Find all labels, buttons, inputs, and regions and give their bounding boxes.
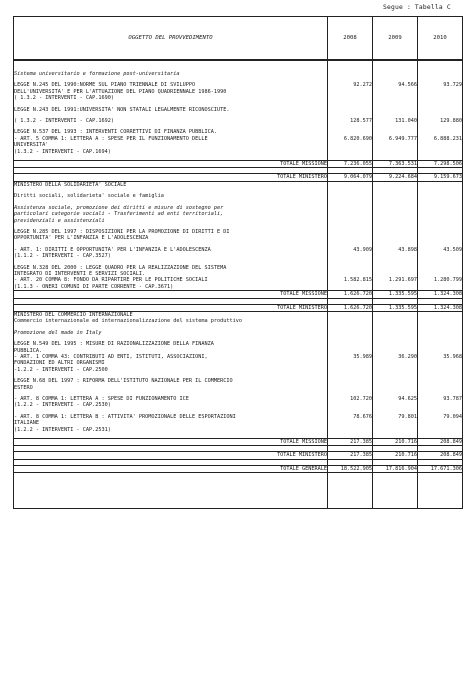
value-2009: 79.801 xyxy=(373,414,418,433)
column-header-2010: 2010 xyxy=(418,17,463,61)
total-ministry-row xyxy=(14,174,463,181)
law-68-article-a: - ART. 8 COMMA 1: LETTERA A : SPESE DI FUNZIONAMENTO ICE (1.2.2 - INTERVENTI - CAP.2530) xyxy=(14,396,328,409)
total-ministry-row xyxy=(14,304,463,311)
total-ministry-label: TOTALE MINISTERO xyxy=(14,452,328,459)
value-2008: 43.909 xyxy=(328,247,373,260)
value-2010: 9.159.673 xyxy=(418,174,463,181)
table-row xyxy=(14,265,463,278)
value-2009: 94.566 xyxy=(373,82,418,101)
value-2008: 78.676 xyxy=(328,414,373,433)
law-537-1993: LEGGE N.537 DEL 1993 : INTERVENTI CORRETTIVI DI FINANZA PUBBLICA. xyxy=(14,129,328,135)
value-2008: 1.626.720 xyxy=(328,304,373,311)
value-2009: 43.898 xyxy=(373,247,418,260)
value-2009: 17.816.904 xyxy=(373,465,418,472)
value-2009: 1.335.595 xyxy=(373,304,418,311)
table-row xyxy=(14,396,463,409)
total-mission-label: TOTALE MISSIONE xyxy=(14,439,328,446)
program-social-assistance: Assistenza sociale, promozione dei diritti e misure di sostegno per particolari categorie sociali - Trasferimenti ad enti territoriali, previdenziali e assistenziali xyxy=(14,205,328,224)
table-row xyxy=(14,414,463,433)
value-2009: 6.949.777 xyxy=(373,136,418,155)
value-2009: 1.335.595 xyxy=(373,291,418,298)
value-2010: 208.849 xyxy=(418,452,463,459)
column-header-2009: 2009 xyxy=(373,17,418,61)
law-245-1990: LEGGE N.245 DEL 1990:NORME SUL PIANO TRIENNALE DI SVILUPPO DELL'UNIVERSITA' E PER L'ATTUAZIONE DEL PIANO QUADRIENNALE 1986-1990 ( 1.3.2 - INTERVENTI - CAP.1690) xyxy=(14,82,328,101)
law-243-1991: LEGGE N.243 DEL 1991:UNIVERSITA' NON STATALI LEGALMENTE RICONOSCIUTE. xyxy=(14,107,328,113)
value-2009: 9.224.684 xyxy=(373,174,418,181)
total-ministry-label: TOTALE MINISTERO xyxy=(14,304,328,311)
value-2010: 93.729 xyxy=(418,82,463,101)
total-mission-row xyxy=(14,439,463,446)
value-2008: 128.577 xyxy=(328,118,373,124)
table-row xyxy=(14,354,463,373)
total-mission-row xyxy=(14,291,463,298)
ministry-heading-row xyxy=(14,311,463,318)
law-537-article: - ART. 5 COMMA 1: LETTERA A : SPESE PER IL FUNZIONAMENTO DELLE UNIVERSITA' (1.3.2 - INTERVENTI - CAP.1694) xyxy=(14,136,328,155)
table-row xyxy=(14,378,463,391)
value-2009: 36.290 xyxy=(373,354,418,373)
law-285-1997: LEGGE N.285 DEL 1997 : DISPOSIZIONI PER LA PROMOZIONE DI DIRITTI E DI OPPORTUNITA' PER L'INFANZIA E L'ADOLESCENZA xyxy=(14,229,328,242)
value-2010: 208.849 xyxy=(418,439,463,446)
law-68-1997: LEGGE N.68 DEL 1997 : RIFORMA DELL'ISTITUTO NAZIONALE PER IL COMMERCIO ESTERO xyxy=(14,378,328,391)
column-header-2008: 2008 xyxy=(328,17,373,61)
budget-table xyxy=(13,16,463,509)
grand-total-label: TOTALE GENERALE xyxy=(14,465,328,472)
value-2010: 6.888.231 xyxy=(418,136,463,155)
value-2008: 1.626.720 xyxy=(328,291,373,298)
value-2009: 94.625 xyxy=(373,396,418,409)
total-mission-row xyxy=(14,161,463,168)
total-ministry-row xyxy=(14,452,463,459)
value-2008: 35.989 xyxy=(328,354,373,373)
value-2008: 1.582.815 xyxy=(328,277,373,290)
ministry-international-trade: MINISTERO DEL COMMERCIO INTERNAZIONALE xyxy=(14,311,328,318)
table-header xyxy=(14,17,463,61)
value-2008: 9.064.079 xyxy=(328,174,373,181)
law-328-article: - ART. 20 COMMA 8: FONDO DA RIPARTIRE PER LE POLITICHE SOCIALI (1.1.3 - ONERI COMUNI DI PARTE CORRENTE - CAP.3671) xyxy=(14,277,328,290)
table-row xyxy=(14,277,463,290)
value-2008: 7.236.055 xyxy=(328,161,373,168)
value-2010: 93.787 xyxy=(418,396,463,409)
total-mission-label: TOTALE MISSIONE xyxy=(14,291,328,298)
grand-total-row xyxy=(14,465,463,472)
value-2009: 131.040 xyxy=(373,118,418,124)
column-header-oggetto: OGGETTO DEL PROVVEDIMENTO xyxy=(14,17,328,61)
value-2010: 7.298.506 xyxy=(418,161,463,168)
value-2009: 7.363.531 xyxy=(373,161,418,168)
program-heading-row xyxy=(14,205,463,224)
mission-international-trade: Commercio internazionale ed internazionalizzazione del sistema produttivo xyxy=(14,318,328,324)
value-2008: 92.272 xyxy=(328,82,373,101)
law-285-article: - ART. 1: DIRITTI E OPPORTUNITA' PER L'INFANZIA E L'ADOLESCENZA (1.1.2 - INTERVENTI - CAP.3527) xyxy=(14,247,328,260)
ministry-solidarity: MINISTERO DELLA SOLIDARIETA' SOCIALE xyxy=(14,181,328,188)
value-2008: 102.720 xyxy=(328,396,373,409)
value-2008: 6.820.690 xyxy=(328,136,373,155)
value-2010: 79.094 xyxy=(418,414,463,433)
value-2010: 1.324.308 xyxy=(418,291,463,298)
value-2010: 129.880 xyxy=(418,118,463,124)
law-549-article: - ART. 1 COMMA 43: CONTRIBUTI AD ENTI, ISTITUTI, ASSOCIAZIONI, FONDAZIONI ED ALTRI ORGANISMI -1.2.2 - INTERVENTI - CAP.2500 xyxy=(14,354,328,373)
section-university: Sistema universitario e formazione post-universitaria xyxy=(14,71,328,77)
value-2010: 43.509 xyxy=(418,247,463,260)
law-243-chapter: ( 1.3.2 - INTERVENTI - CAP.1692) xyxy=(14,118,328,124)
value-2009: 210.716 xyxy=(373,439,418,446)
mission-social-rights: Diritti sociali, solidarieta' sociale e famiglia xyxy=(14,193,328,199)
ministry-heading-row xyxy=(14,181,463,188)
law-68-article-b: - ART. 8 COMMA 1: LETTERA B : ATTIVITA' PROMOZIONALE DELLE ESPORTAZIONI ITALIANE (1.2.2 - INTERVENTI - CAP.2531) xyxy=(14,414,328,433)
law-549-1995: LEGGE N.549 DEL 1995 : MISURE DI RAZIONALIZZAZIONE DELLA FINANZA PUBBLICA. xyxy=(14,341,328,354)
continued-table-label: Segue : Tabella C xyxy=(383,4,451,11)
value-2010: 17.671.306 xyxy=(418,465,463,472)
value-2009: 210.716 xyxy=(373,452,418,459)
value-2008: 18.522.905 xyxy=(328,465,373,472)
value-2010: 1.324.308 xyxy=(418,304,463,311)
value-2010: 35.968 xyxy=(418,354,463,373)
table-row xyxy=(14,341,463,354)
total-ministry-label: TOTALE MINISTERO xyxy=(14,174,328,181)
table-row xyxy=(14,136,463,155)
value-2008: 217.385 xyxy=(328,452,373,459)
value-2009: 1.291.697 xyxy=(373,277,418,290)
table-row xyxy=(14,82,463,101)
value-2010: 1.280.799 xyxy=(418,277,463,290)
table-row xyxy=(14,229,463,242)
program-made-in-italy: Promozione del made in Italy xyxy=(14,330,328,336)
table-row xyxy=(14,247,463,260)
law-328-2000: LEGGE N.328 DEL 2000 : LEGGE QUADRO PER LA REALIZZAZIONE DEL SISTEMA INTEGRATO DI INTERVENTI E SERVIZI SOCIALI. xyxy=(14,265,328,278)
total-mission-label: TOTALE MISSIONE xyxy=(14,161,328,168)
value-2008: 217.385 xyxy=(328,439,373,446)
